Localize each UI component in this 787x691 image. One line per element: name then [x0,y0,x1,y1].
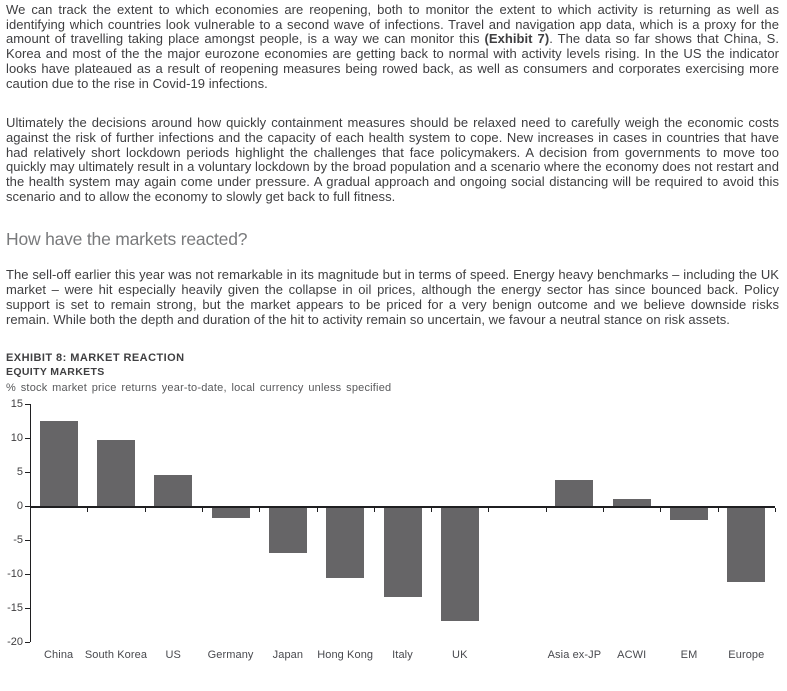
y-axis-tick [25,540,30,541]
y-axis-line [30,404,31,642]
bar-acwi [613,499,651,506]
x-axis-tick [603,508,604,512]
exhibit-subtitle: EQUITY MARKETS [6,366,105,379]
bar-asia-ex-jp [555,480,593,506]
equity-markets-bar-chart [0,398,787,664]
paragraph-text: . The data so far shows that China, S. Korea and most of the the major eurozone economies are getting back to normal with activity levels rising. In the US the indicator looks have plateaued as a result of reopening measures being rowed back, as well as consumers and corporates exercising more caution due to the rise in Covid-19 infections. [6,31,780,91]
bar-germany [212,508,250,518]
x-axis-tick [202,508,203,512]
x-axis-tick [317,508,318,512]
paragraph-market-selloff: The sell-off earlier this year was not remarkable in its magnitude but in terms of speed. Energy heavy benchmarks – including the UK market – were hit especially heavily given the collapse in oil prices, although the energy sector has since bounced back. Policy support is set to remain strong, but the market appears to be priced for a very benign outcome and we believe downside risks remain. While both the depth and duration of the hit to activity remain so uncertain, we favour a neutral stance on risk assets. [6,267,779,327]
x-axis-label: South Korea [84,649,148,662]
bar-south-korea [97,440,135,506]
exhibit-note: % stock market price returns year-to-date, local currency unless specified [6,382,392,395]
y-tick-label--10: -10 [7,568,23,581]
paragraph-reopening-tracking [6,3,779,91]
y-tick-label-15: 15 [10,398,23,411]
x-axis-tick [30,508,31,512]
x-axis-label: Europe [728,649,765,662]
section-heading-markets-reacted: How have the markets reacted? [6,229,248,250]
x-axis-label: Hong Kong [317,649,374,662]
y-tick-label--15: -15 [7,602,23,615]
x-axis-tick [488,508,489,512]
x-axis-label: UK [452,649,468,662]
x-axis-label: Germany [207,649,254,662]
y-tick-label--5: -5 [13,534,23,547]
x-axis-label: Asia ex-JP [547,649,602,662]
x-axis-tick [87,508,88,512]
x-axis-label: Japan [272,649,304,662]
bar-hong-kong [326,508,364,579]
x-axis-tick [145,508,146,512]
paragraph-text: We can track the extent to which economies are reopening, both to monitor the extent to which activity is returning as well as identifying which countries look vulnerable to a second wave of infections. Travel and navigation app data, which is a proxy for the amount of travelling taking place amongst people, is a way we can monitor this [6,2,779,47]
x-axis-label: US [165,649,181,662]
x-axis-tick [660,508,661,512]
paragraph-containment-decisions: Ultimately the decisions around how quickly containment measures should be relaxed need to carefully weigh the economic costs against the risk of further infections and the capacity of each health system to cope. New increases in cases in countries that have had relatively short lockdown periods highlight the challenges that face policymakers. A decision from governments to move too quickly may ultimately result in a voluntary lockdown by the broad population and a scenario where the economy does not restart and the health system may again come under pressure. A gradual approach and ongoing social distancing will be required to avoid this scenario and to allow the economy to slowly get back to full fitness. [6,115,779,204]
exhibit-7-reference: (Exhibit 7) [484,31,550,47]
x-axis-tick [718,508,719,512]
y-axis-tick [25,472,30,473]
bar-china [40,421,78,506]
y-tick-label-0: 0 [16,500,23,513]
x-axis-label: China [44,649,74,662]
bar-japan [269,508,307,554]
x-axis-tick [374,508,375,512]
bar-europe [727,508,765,582]
exhibit-title: EXHIBIT 8: MARKET REACTION [6,352,185,365]
x-axis-tick [546,508,547,512]
y-tick-label-5: 5 [16,466,23,479]
x-axis-tick [259,508,260,512]
y-axis-tick [25,404,30,405]
bar-italy [384,508,422,597]
exhibit-8-block [0,352,787,664]
y-tick-label-10: 10 [10,432,23,445]
bar-em [670,508,708,520]
x-axis-tick [431,508,432,512]
x-axis-label: ACWI [617,649,647,662]
y-tick-label--20: -20 [7,636,23,649]
bar-us [154,475,192,506]
y-axis-tick [25,574,30,575]
x-axis-label: Italy [392,649,413,662]
bar-uk [441,508,479,621]
y-axis-tick [25,608,30,609]
x-axis-label: EM [680,649,698,662]
y-axis-tick [25,438,30,439]
x-axis-tick [775,508,776,512]
y-axis-tick [25,642,30,643]
